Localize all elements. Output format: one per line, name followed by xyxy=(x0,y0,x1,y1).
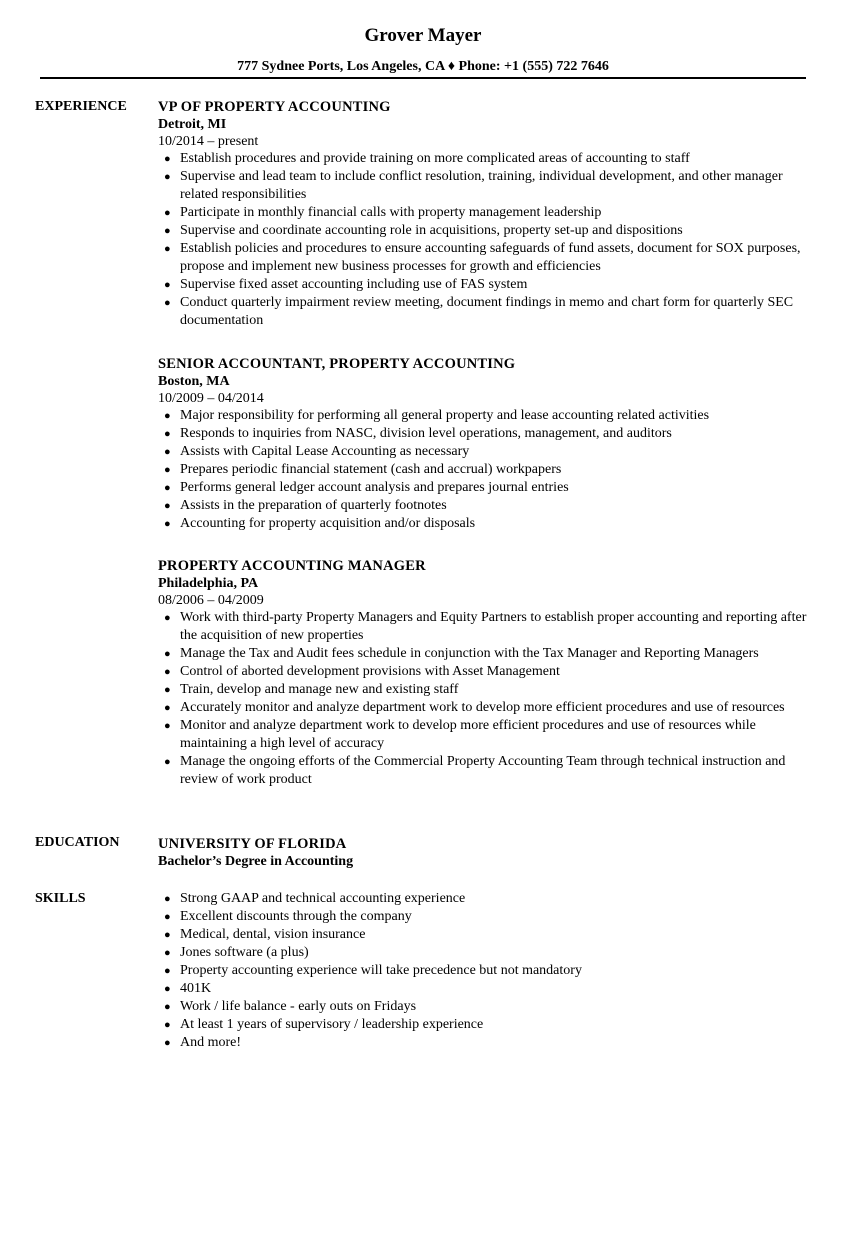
job-dates: 08/2006 – 04/2009 xyxy=(158,593,264,608)
list-item-text: Supervise and lead team to include conflict resolution, training, individual development, and other manager related responsibilities xyxy=(180,169,783,202)
list-item xyxy=(158,204,808,222)
job-dates: 10/2009 – 04/2014 xyxy=(158,391,264,406)
list-item-text: And more! xyxy=(180,1035,242,1050)
candidate-name: Grover Mayer xyxy=(364,25,482,46)
list-item xyxy=(158,699,808,717)
list-item xyxy=(158,998,808,1016)
bullet-icon: ● xyxy=(164,1019,171,1031)
list-item-text: Jones software (a plus) xyxy=(180,945,309,960)
bullet-icon: ● xyxy=(164,171,171,183)
job-title: PROPERTY ACCOUNTING MANAGER xyxy=(158,558,426,574)
list-item-text: Supervise and coordinate accounting role in acquisitions, property set-up and dispositions xyxy=(180,223,683,238)
list-item-text: Manage the ongoing efforts of the Commercial Property Accounting Team through technical instruction and review of work product xyxy=(180,754,786,787)
list-item-text: Manage the Tax and Audit fees schedule in conjunction with the Tax Manager and Reporting Managers xyxy=(180,646,759,661)
list-item-text: Participate in monthly financial calls with property management leadership xyxy=(180,205,602,220)
education-entry xyxy=(158,835,808,871)
bullet-icon: ● xyxy=(164,518,171,530)
list-item-text: Responds to inquiries from NASC, division level operations, management, and auditors xyxy=(180,426,672,441)
bullet-icon: ● xyxy=(164,279,171,291)
bullet-icon: ● xyxy=(164,893,171,905)
bullet-icon: ● xyxy=(164,428,171,440)
bullet-icon: ● xyxy=(164,243,171,255)
job-location: Boston, MA xyxy=(158,374,230,389)
list-item xyxy=(158,944,808,962)
bullet-icon: ● xyxy=(164,446,171,458)
list-item xyxy=(158,609,808,645)
bullet-icon: ● xyxy=(164,965,171,977)
list-item xyxy=(158,294,808,330)
list-item xyxy=(158,908,808,926)
list-item-text: Accounting for property acquisition and/or disposals xyxy=(180,516,476,531)
bullet-icon: ● xyxy=(164,207,171,219)
job-title: VP OF PROPERTY ACCOUNTING xyxy=(158,99,391,115)
bullet-icon: ● xyxy=(164,1001,171,1013)
list-item xyxy=(158,717,808,753)
bullet-icon: ● xyxy=(164,410,171,422)
list-item-text: Control of aborted development provisions with Asset Management xyxy=(180,664,560,679)
list-item-text: Strong GAAP and technical accounting experience xyxy=(180,891,466,906)
bullet-icon: ● xyxy=(164,225,171,237)
skills-section-label: SKILLS xyxy=(35,891,86,906)
list-item-text: Assists in the preparation of quarterly footnotes xyxy=(180,498,447,513)
list-item xyxy=(158,663,808,681)
bullet-icon: ● xyxy=(164,929,171,941)
list-item xyxy=(158,962,808,980)
job-location: Philadelphia, PA xyxy=(158,576,259,591)
list-item-text: Prepares periodic financial statement (cash and accrual) workpapers xyxy=(180,462,562,477)
list-item-text: 401K xyxy=(180,981,212,996)
bullet-icon: ● xyxy=(164,153,171,165)
list-item xyxy=(158,890,808,908)
experience-section-label: EXPERIENCE xyxy=(35,99,127,114)
list-item-text: Supervise fixed asset accounting including use of FAS system xyxy=(180,277,528,292)
list-item-text: Conduct quarterly impairment review meeting, document findings in memo and chart form for quarterly SEC documentation xyxy=(180,295,794,328)
bullet-icon: ● xyxy=(164,684,171,696)
bullet-icon: ● xyxy=(164,983,171,995)
job-entry xyxy=(158,355,808,533)
bullet-icon: ● xyxy=(164,947,171,959)
bullet-icon: ● xyxy=(164,1037,171,1049)
skills-entry xyxy=(158,890,808,1052)
list-item-text: Work with third-party Property Managers and Equity Partners to establish proper accounting and reporting after the acquisition of new properties xyxy=(180,610,807,643)
list-item xyxy=(158,645,808,663)
job-location: Detroit, MI xyxy=(158,117,227,132)
bullet-icon: ● xyxy=(164,911,171,923)
list-item-text: Train, develop and manage new and existing staff xyxy=(180,682,459,697)
list-item-text: Monitor and analyze department work to develop more efficient procedures and use of resources while maintaining a high level of accuracy xyxy=(180,718,756,751)
bullet-icon: ● xyxy=(164,702,171,714)
list-item-text: Accurately monitor and analyze department work to develop more efficient procedures and use of resources xyxy=(180,700,785,715)
list-item xyxy=(158,150,808,168)
list-item-text: Medical, dental, vision insurance xyxy=(180,927,366,942)
list-item xyxy=(158,1016,808,1034)
bullet-icon: ● xyxy=(164,720,171,732)
list-item xyxy=(158,1034,808,1052)
list-item xyxy=(158,425,808,443)
list-item xyxy=(158,276,808,294)
job-entry xyxy=(158,557,808,789)
job-title: SENIOR ACCOUNTANT, PROPERTY ACCOUNTING xyxy=(158,356,516,372)
bullet-icon: ● xyxy=(164,482,171,494)
job-dates: 10/2014 – present xyxy=(158,134,259,149)
bullet-icon: ● xyxy=(164,666,171,678)
skills-list xyxy=(158,890,808,1052)
job-duties-list xyxy=(158,407,808,533)
job-duties-list xyxy=(158,150,808,330)
list-item-text: Establish policies and procedures to ensure accounting safeguards of fund assets, document for SOX purposes, propose and implement new business processes for growth and efficiencies xyxy=(180,241,801,274)
list-item xyxy=(158,497,808,515)
list-item-text: Excellent discounts through the company xyxy=(180,909,412,924)
list-item-text: Establish procedures and provide training on more complicated areas of accounting to staff xyxy=(180,151,690,166)
list-item-text: Performs general ledger account analysis and prepares journal entries xyxy=(180,480,569,495)
list-item xyxy=(158,222,808,240)
list-item-text: At least 1 years of supervisory / leadership experience xyxy=(180,1017,484,1032)
job-entry xyxy=(158,98,808,330)
bullet-icon: ● xyxy=(164,464,171,476)
list-item xyxy=(158,443,808,461)
list-item xyxy=(158,926,808,944)
degree: Bachelor’s Degree in Accounting xyxy=(158,854,354,869)
contact-line: 777 Sydnee Ports, Los Angeles, CA ♦ Phone: +1 (555) 722 7646 xyxy=(237,59,609,74)
header-divider xyxy=(40,77,806,79)
education-section-label: EDUCATION xyxy=(35,835,120,850)
list-item-text: Major responsibility for performing all general property and lease accounting related activities xyxy=(180,408,710,423)
bullet-icon: ● xyxy=(164,756,171,768)
list-item xyxy=(158,479,808,497)
list-item-text: Assists with Capital Lease Accounting as necessary xyxy=(180,444,470,459)
list-item xyxy=(158,407,808,425)
list-item xyxy=(158,515,808,533)
school-name: UNIVERSITY OF FLORIDA xyxy=(158,836,347,852)
list-item xyxy=(158,240,808,276)
bullet-icon: ● xyxy=(164,297,171,309)
list-item xyxy=(158,681,808,699)
list-item xyxy=(158,461,808,479)
list-item-text: Work / life balance - early outs on Fridays xyxy=(180,999,417,1014)
job-duties-list xyxy=(158,609,808,789)
list-item xyxy=(158,980,808,998)
bullet-icon: ● xyxy=(164,648,171,660)
list-item xyxy=(158,168,808,204)
list-item xyxy=(158,753,808,789)
bullet-icon: ● xyxy=(164,500,171,512)
bullet-icon: ● xyxy=(164,612,171,624)
list-item-text: Property accounting experience will take precedence but not mandatory xyxy=(180,963,582,978)
